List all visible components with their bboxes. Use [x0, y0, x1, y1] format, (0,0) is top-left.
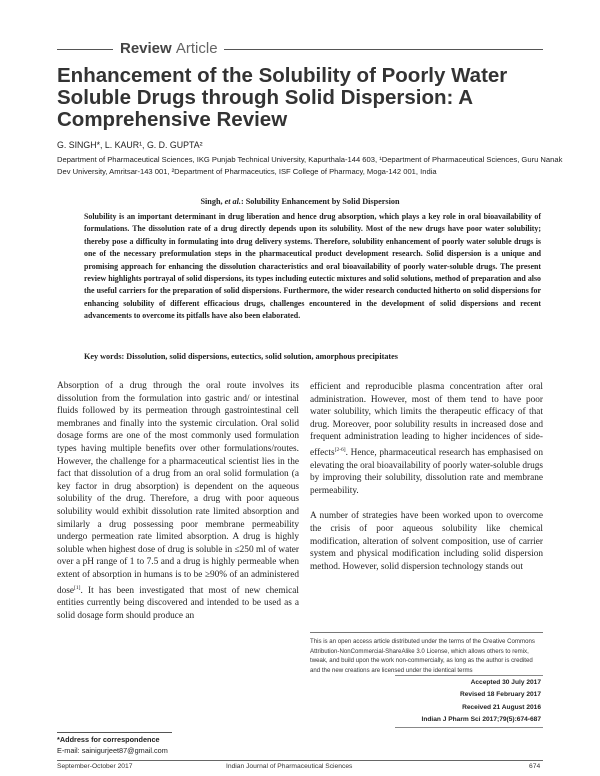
article-type-bold: Review	[120, 40, 172, 57]
received-date: Received 21 August 2016	[462, 703, 541, 711]
body-text: efficient and reproducible plasma concentration after oral administration. However, most of them tend to have poor water solubility, which limits the therapeutic efficacy of that drug. Moreover, poor solubility results in increased dose and frequent administration leading to higher incidences of side-effects	[310, 382, 543, 459]
abstract: Solubility is an important determinant in drug liberation and hence drug absorption, which plays a key role in oral bioavailability of formulations. The dissolution rate of a drug directly depends upon its solubility. Most of the new drugs have poor water solubility; thereby pose a difficulty in formulating into drug delivery systems. Therefore, solubility enhancement of poorly water soluble drugs is one of the necessary preformulation steps in the pharmaceutical product development research. Solid dispersion is a unique and promising approach for enhancing the dissolution characteristics and oral bioavailability of poorly water-soluble drugs. The present review highlights portrayal of solid dispersions, its types including eutectic mixtures and solid solutions, method of preparation and also the useful carriers for the preparation of solid dispersions. Furthermore, the wider research conducted hitherto on solid dispersions for enhancing solubility of different efficacious drugs, challenges encountered in the development of solid dispersions and recent advancements to overcome its pitfalls have also been elaborated.	[84, 212, 541, 321]
running-title-suffix: : Solubility Enhancement by Solid Dispersion	[240, 197, 400, 206]
license-rule	[310, 632, 543, 633]
body-column-left	[57, 380, 299, 622]
dates-rule-top	[395, 675, 543, 676]
body-column-right	[310, 381, 543, 573]
dates-block	[395, 677, 541, 727]
body-text: . It has been investigated that most of new chemical entities currently being discovered and intended to be used as a solid dosage form should produce an	[57, 585, 299, 621]
correspondence-email: E-mail: sainigurjeet87@gmail.com	[57, 746, 168, 755]
body-paragraph	[310, 381, 543, 497]
running-title	[0, 197, 600, 206]
keywords: Key words: Dissolution, solid dispersions, eutectics, solid solution, amorphous precipitates	[84, 352, 398, 361]
article-type-light: Article	[175, 40, 218, 57]
header-rule-right	[224, 49, 543, 50]
footer-date: September-October 2017	[57, 763, 133, 770]
citation-ref: [1]	[74, 584, 81, 591]
header-rule-left	[57, 49, 113, 50]
body-paragraph	[57, 380, 299, 622]
dates-rule-bottom	[395, 727, 543, 728]
license-notice: This is an open access article distributed under the terms of the Creative Commons Attribution-NonCommercial-ShareAlike 3.0 License, which allows others to remix, tweak, and build upon the work non-commercially, as long as the author is credited and the new creations are licensed under the identical terms	[310, 638, 535, 674]
citation-ref: [2-6]	[334, 446, 346, 453]
body-text: . Hence, pharmaceutical research has emphasised on elevating the oral bioavailability of poorly water-soluble drugs by improving their solubility, dissolution rate and membrane permeability.	[310, 448, 543, 496]
article-title: Enhancement of the Solubility of Poorly Water Soluble Drugs through Solid Dispersion: A Comprehensive Review	[57, 64, 508, 131]
running-title-etal: et al.	[224, 197, 241, 206]
correspondence-rule	[57, 732, 172, 733]
article-type-label	[120, 40, 218, 57]
revised-date: Revised 18 February 2017	[459, 691, 541, 699]
accepted-date: Accepted 30 July 2017	[470, 679, 541, 686]
affiliations: Department of Pharmaceutical Sciences, IKG Punjab Technical University, Kapurthala-144 603, ¹Department of Pharmaceutical Sciences, Guru Nanak Dev University, Amritsar-143 001, ²Department of Pharmaceutics, ISF College of Pharmacy, Moga-142 001, India	[57, 155, 563, 176]
page-number: 674	[529, 763, 541, 770]
body-paragraph: A number of strategies have been worked upon to overcome the crisis of poor aqueous solubility like chemical modification, alteration of solvent composition, use of carrier system and physical modification including solid dispersion method. However, solid dispersion technology stands out	[310, 511, 543, 572]
footer-rule	[57, 760, 543, 761]
author-list: G. SINGH*, L. KAUR¹, G. D. GUPTA²	[57, 140, 203, 150]
correspondence-label: *Address for correspondence	[57, 735, 160, 744]
footer-journal: Indian Journal of Pharmaceutical Sciences	[226, 763, 353, 770]
journal-citation: Indian J Pharm Sci 2017;79(5):674-687	[421, 716, 541, 724]
running-title-prefix: Singh,	[200, 197, 225, 206]
body-text: Absorption of a drug through the oral route involves its dissolution from the formulation into gastric and/ or intestinal fluids followed by its permeation through gastrointestinal cell membranes and finally into the systemic circulation. Oral solid dosage forms are one of the most commonly used formulation types having multiple benefits over other formulations/routes. However, the challenge for a pharmaceutical scientist lies in the fact that dissolution of a drug from an oral solid formulation (a key factor in drug absorption) is dependent on the aqueous solubility of the drug. Therefore, a drug with poor aqueous solubility would exhibit dissolution rate limited absorption and similarly a drug possessing poor membrane permeability undergo permeation rate limited absorption. A drug is highly soluble when highest dose of drug is soluble in ≤250 ml of water over a pH range of 1 to 7.5 and a drug is highly permeable when extent of absorption in humans is to be ≥90% of an administered dose	[57, 381, 299, 596]
